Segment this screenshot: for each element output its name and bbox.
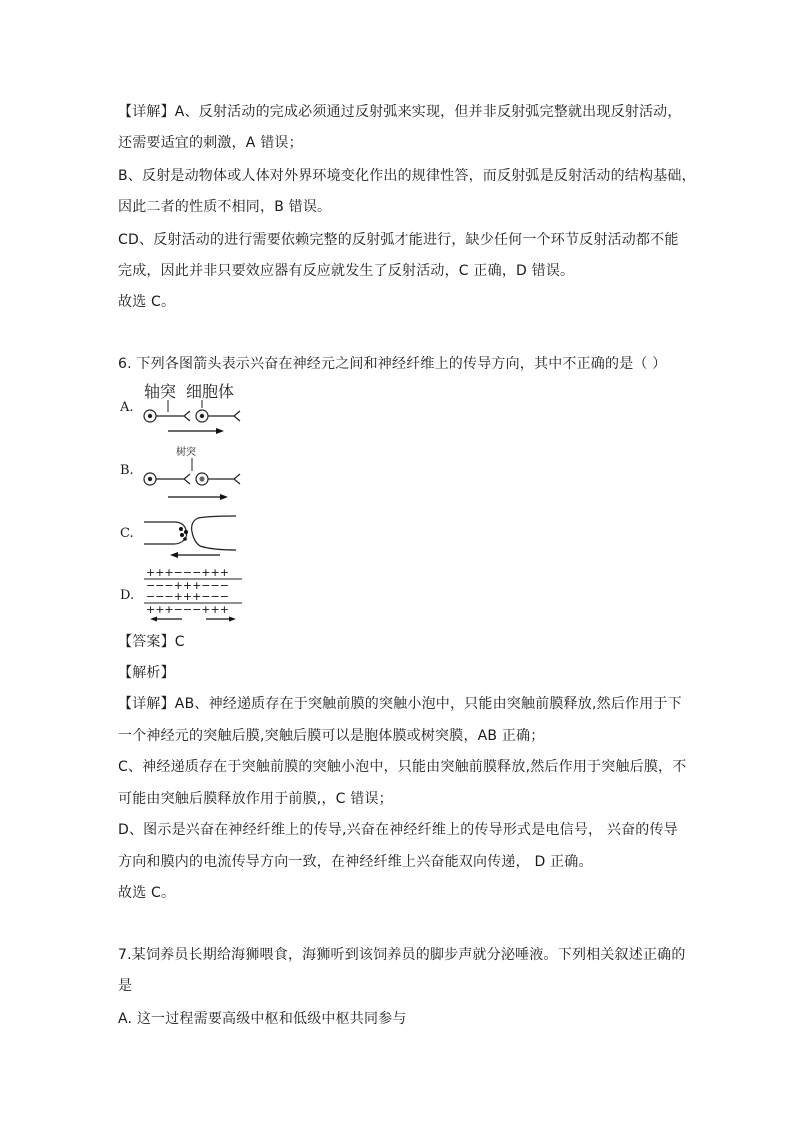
figure-b-terminal-2: [234, 474, 240, 484]
figure-c-vesicle: [179, 527, 183, 531]
figure-d-row-3: −−−+++−−−: [146, 590, 229, 603]
figure-d-row-2: −−−+++−−−: [146, 579, 229, 592]
question-7-stem-cont: 是: [118, 978, 133, 994]
analysis-line-5: D、图示是兴奋在神经纤维上的传导,兴奋在神经纤维上的传导形式是电信号， 兴奋的传导: [118, 822, 678, 838]
figure-a-arrow: [166, 427, 226, 435]
option-a-label: A.: [120, 400, 134, 415]
detail-line-2: 还需要适宜的刺激，A 错误；: [118, 135, 303, 151]
figure-a-soma-label: 细胞体: [186, 382, 235, 401]
answer: 【答案】C: [118, 634, 185, 650]
detail-line-7: 故选 C。: [118, 294, 176, 310]
detail-line-6: 完成，因此并非只要效应器有反应就发生了反射活动，C 正确，D 错误。: [118, 263, 575, 279]
option-d-label: D.: [120, 588, 135, 603]
analysis-line-3: C、神经递质存在于突触前膜的突触小泡中，只能由突触前膜释放,然后作用于突触后膜，不: [118, 759, 687, 775]
analysis-line-4: 可能由突触后膜释放作用于前膜,，C 错误；: [118, 791, 393, 807]
figure-d-arrowhead-left: [150, 617, 157, 622]
figure-b-dendrite-label: 树突: [176, 447, 196, 458]
analysis-line-6: 方向和膜内的电流传导方向一致，在神经纤维上兴奋能双向传递， D 正确。: [118, 854, 593, 870]
question-7-option-a: A. 这一过程需要高级中枢和低级中枢共同参与: [118, 1011, 407, 1027]
detail-line-3: B、反射是动物体或人体对外界环境变化作出的规律性答，而反射弧是反射活动的结构基础，: [118, 168, 696, 184]
option-b-label: B.: [120, 463, 134, 478]
figure-a-terminal-2: [234, 411, 240, 421]
detail-line-4: 因此二者的性质不相同，B 错误。: [118, 199, 332, 215]
figure-a-terminal: [184, 411, 190, 421]
figure-c-vesicle: [180, 533, 184, 537]
figure-d-row-1: +++−−−+++: [146, 566, 229, 579]
figure-c-presynaptic: [144, 522, 187, 544]
detail-line-5: CD、反射活动的进行需要依赖完整的反射弧才能进行，缺少任何一个环节反射活动都不能: [118, 232, 679, 248]
question-6-stem: 6. 下列各图箭头表示兴奋在神经元之间和神经纤维上的传导方向，其中不正确的是（ ）: [118, 356, 667, 372]
figure-d-nerve-fiber: [142, 564, 252, 624]
analysis-line-2: 一个神经元的突触后膜,突触后膜可以是胞体膜或树突膜，AB 正确；: [118, 728, 545, 744]
figure-a-nucleus-2: [200, 414, 204, 418]
analysis-heading: 【解析】: [118, 665, 175, 681]
figure-c-postsynaptic: [192, 516, 236, 550]
figure-d-row-4: +++−−−+++: [146, 603, 229, 616]
analysis-line-7: 故选 C。: [118, 885, 176, 901]
figure-b-terminal: [184, 474, 190, 484]
question-7-stem: 7.某饲养员长期给海狮喂食，海狮听到该饲养员的脚步声就分泌唾液。下列相关叙述正确的: [118, 947, 686, 963]
figure-a-nucleus-1: [148, 414, 152, 418]
figure-c-synapse: [140, 508, 240, 560]
figure-d-arrowhead-right: [229, 617, 236, 622]
detail-line-1: 【详解】A、反射活动的完成必须通过反射弧来实现，但并非反射弧完整就出现反射活动，: [118, 104, 682, 120]
figure-b-nucleus-1: [148, 477, 152, 481]
analysis-line-1: 【详解】AB、神经递质存在于突触前膜的突触小泡中，只能由突触前膜释放,然后作用于下: [118, 696, 682, 712]
figure-b-nucleus-2: [199, 476, 204, 481]
figure-c-arrowhead: [170, 552, 178, 558]
figure-b-arrowhead: [220, 494, 228, 500]
option-c-label: C.: [120, 526, 134, 541]
figure-a-neurons: [138, 380, 248, 428]
figure-b-neurons: [138, 443, 248, 505]
figure-c-vesicle: [184, 530, 188, 534]
figure-c-vesicle: [183, 537, 187, 541]
figure-a-axon-label: 轴突: [144, 382, 177, 401]
